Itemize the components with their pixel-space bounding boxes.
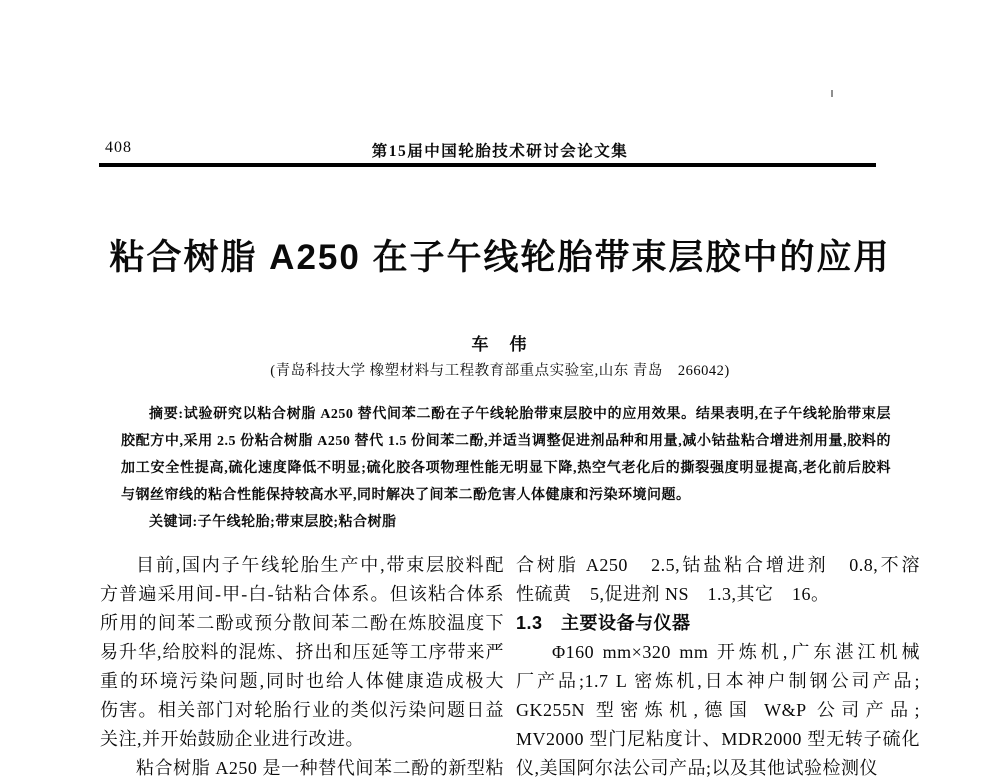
running-head bbox=[0, 139, 1000, 161]
text-line-clipped: 粘合树脂 A250 是一种替代间苯二酚的新型粘 bbox=[136, 758, 504, 778]
text-line: MV2000 型门尼粘度计、MDR2000 型无转子硫化 bbox=[516, 729, 920, 749]
author-affiliation: (青岛科技大学 橡塑材料与工程教育部重点实验室,山东 青岛 266042) bbox=[270, 363, 730, 379]
journal-title: 第15届中国轮胎技术研讨会论文集 bbox=[371, 143, 629, 160]
text-line: 伤害。相关部门对轮胎行业的类似污染问题日益 bbox=[100, 700, 504, 720]
scan-artifact-mark bbox=[831, 90, 833, 97]
page-number: 408 bbox=[105, 139, 132, 156]
header-rule bbox=[99, 163, 876, 167]
text-line: 厂产品;1.7 L 密炼机,日本神户制钢公司产品; bbox=[516, 671, 920, 691]
text-line: 所用的间苯二酚或预分散间苯二酚在炼胶温度下 bbox=[100, 613, 504, 633]
article-title: 粘合树脂 A250 在子午线轮胎带束层胶中的应用 bbox=[109, 238, 891, 277]
text-line: 易升华,给胶料的混炼、挤出和压延等工序带来严 bbox=[100, 642, 504, 662]
text-line: 目前,国内子午线轮胎生产中,带束层胶料配 bbox=[136, 555, 504, 575]
section-heading: 1.3 主要设备与仪器 bbox=[516, 613, 691, 633]
text-line: 关注,并开始鼓励企业进行改进。 bbox=[100, 729, 364, 749]
author-name: 车 伟 bbox=[471, 335, 529, 354]
text-line: GK255N 型密炼机,德国 W&P 公司产品; bbox=[516, 700, 920, 720]
text-line: 性硫黄 5,促进剂 NS 1.3,其它 16。 bbox=[516, 584, 830, 604]
keywords-label: 关键词: bbox=[149, 515, 198, 530]
keywords-text: 子午线轮胎;带束层胶;粘合树脂 bbox=[197, 515, 397, 530]
text-line: 方普遍采用间-甲-白-钴粘合体系。但该粘合体系 bbox=[100, 584, 504, 604]
text-line: 重的环境污染问题,同时也给人体健康造成极大 bbox=[100, 671, 504, 691]
abstract-label: 摘要: bbox=[149, 407, 184, 422]
text-line-clipped: 仪,美国阿尔法公司产品;以及其他试验检测仪 bbox=[516, 758, 878, 778]
text-line: Φ160 mm×320 mm 开炼机,广东湛江机械 bbox=[552, 642, 920, 662]
body-columns bbox=[100, 551, 920, 783]
right-column bbox=[516, 551, 920, 783]
keywords-line bbox=[121, 509, 891, 536]
left-column bbox=[100, 551, 504, 783]
abstract-paragraph bbox=[121, 401, 891, 509]
abstract-text: 试验研究以粘合树脂 A250 替代间苯二酚在子午线轮胎带束层胶中的应用效果。结果表明,在子午线轮胎带束层胶配方中,采用 2.5 份粘合树脂 A250 替代 1.5 份间苯二酚,并适当调整促进剂品种和用量,减小钴盐粘合增进剂用量,胶料的加工安全性提高,硫化速度降低不明显;硫化胶各项物理性能无明显下降,热空气老化后的撕裂强度明显提高,老化前后胶料与钢丝帘线的粘合性能保持较高水平,同时解决了间苯二酚危害人体健康和污染环境问题。 bbox=[121, 407, 891, 503]
abstract-block bbox=[121, 401, 891, 536]
text-line: 合树脂 A250 2.5,钴盐粘合增进剂 0.8,不溶 bbox=[516, 555, 920, 575]
